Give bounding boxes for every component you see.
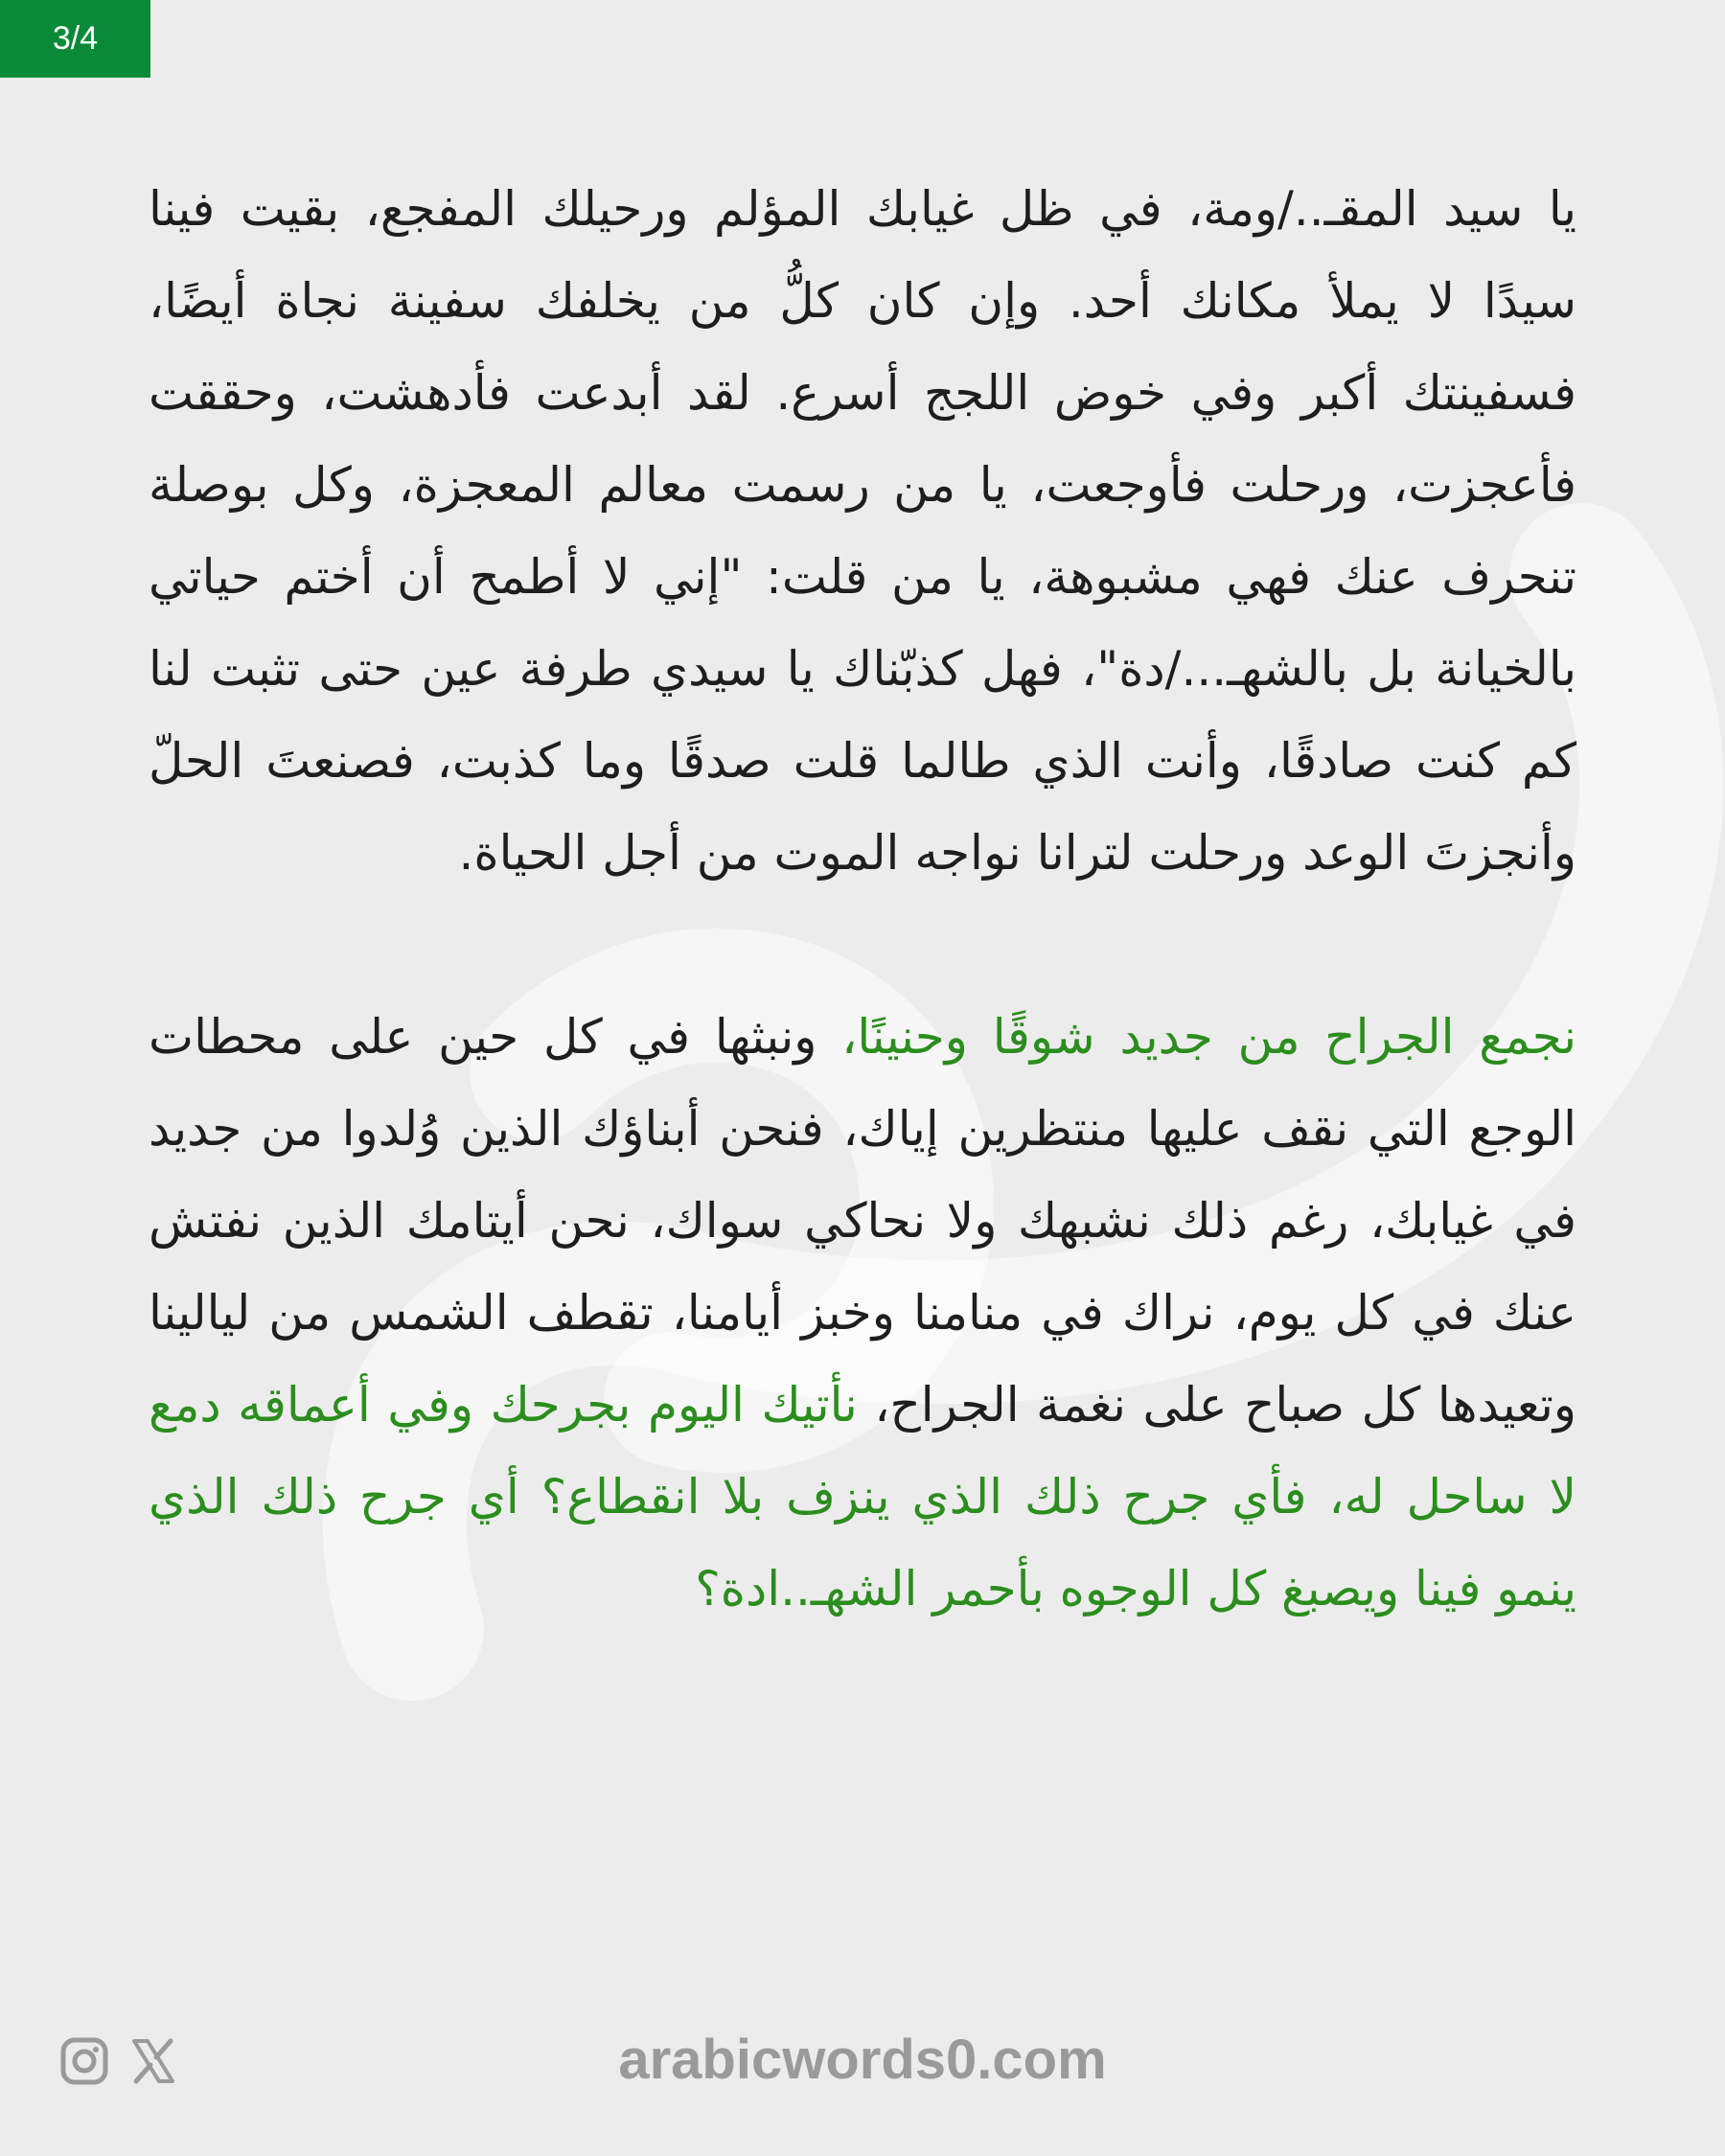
article-body [149,163,1576,1635]
body-text: ونبثها في كل حين على محطات الوجع التي نقف عليها منتظرين إياك، فنحن أبناؤك الذين وُلدوا من جديد في غيابك، رغم ذلك نشبهك ولا نحاكي سواك، نحن أيتامك الذين نفتش عنك في كل يوم، نراك في منامنا وخبز أيامنا، تقطف الشمس من ليالينا وتعيدها كل صباح على نغمة الجراح، [149,1009,1576,1433]
paragraph-1 [149,163,1576,899]
highlighted-text: نجمع الجراح من جديد شوقًا وحنينًا، [841,1009,1577,1065]
paragraph-2 [149,991,1576,1635]
website-url[interactable]: arabicwords0.com [618,2029,1107,2091]
highlighted-text: نأتيك اليوم بجرحك وفي أعماقه دمع لا ساحل له، فأي جرح ذلك الذي ينزف بلا انقطاع؟ أي جرح ذلك الذي ينمو فينا ويصبغ كل الوجوه بأحمر الشهـ..ادة؟ [149,1377,1576,1617]
body-text: يا سيد المقـ../ومة، في ظل غيابك المؤلم ورحيلك المفجع، بقيت فينا سيدًا لا يملأ مكانك أحد. وإن كان كلُّ من يخلفك سفينة نجاة أيضًا، فسفينتك أكبر وفي خوض اللجج أسرع. لقد أبدعت فأدهشت، وحققت فأعجزت، ورحلت فأوجعت، يا من رسمت معالم المعجزة، وكل بوصلة تنحرف عنك فهي مشبوهة، يا من قلت: "إني لا أطمح أن أختم حياتي بالخيانة بل بالشهـ.../دة"، فهل كذبّناك يا سيدي طرفة عين حتى تثبت لنا كم كنت صادقًا، وأنت الذي طالما قلت صدقًا وما كذبت، فصنعتَ الحلّ وأنجزتَ الوعد ورحلت لترانا نواجه الموت من أجل الحياة. [149,181,1576,881]
page-indicator: 3/4 [0,0,150,78]
